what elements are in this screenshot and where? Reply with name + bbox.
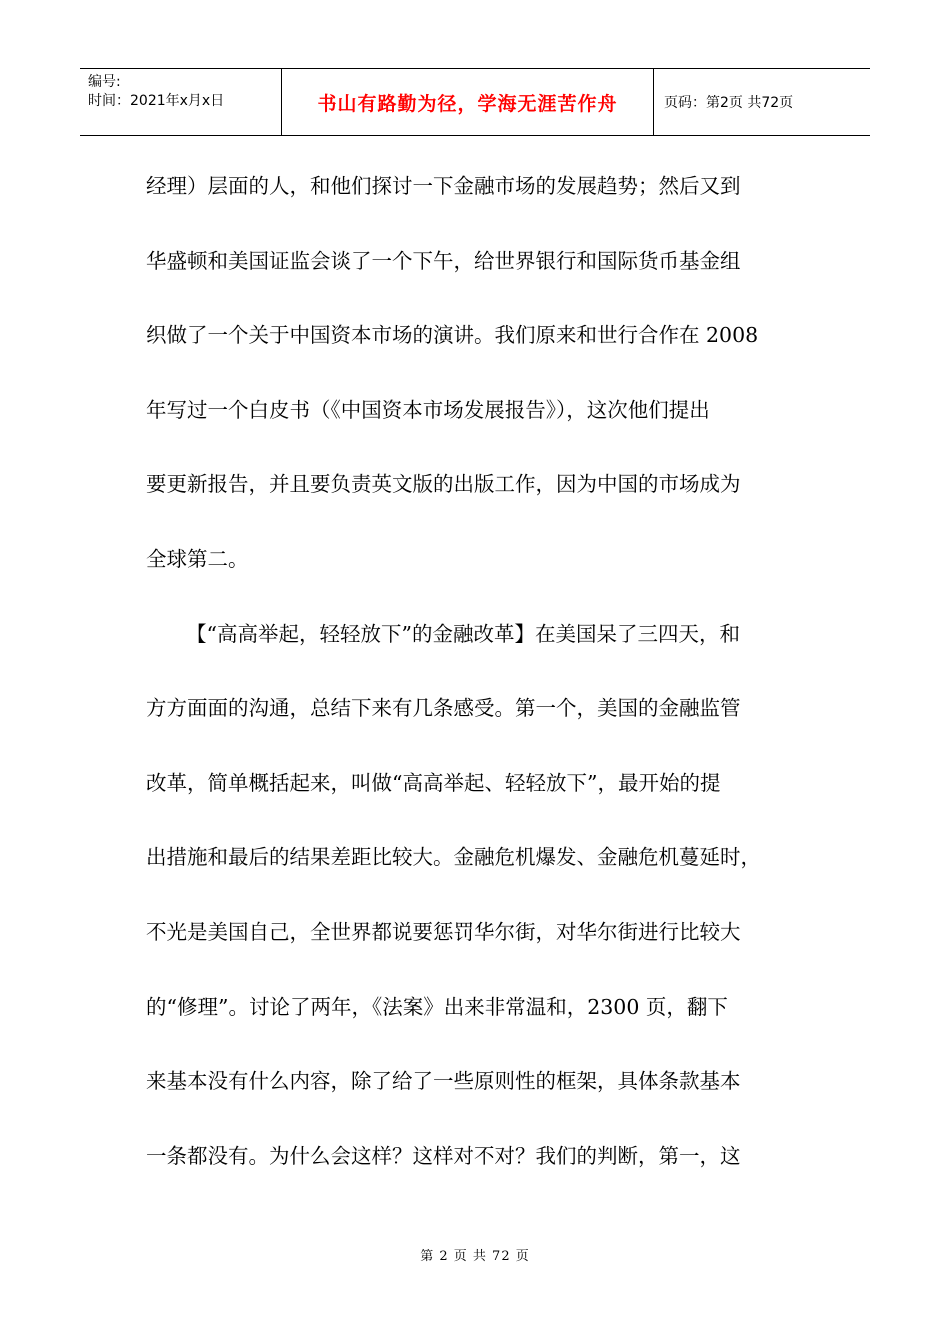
document-date-label: 时间：2021年x月x日 bbox=[88, 93, 225, 109]
document-body bbox=[146, 162, 816, 1206]
body-line: 年写过一个白皮书（《中国资本市场发展报告》），这次他们提出 bbox=[146, 397, 710, 422]
body-line: 的“修理”。讨论了两年，《法案》出来非常温和，2300 页，翻下 bbox=[146, 994, 728, 1019]
body-line: 不光是美国自己，全世界都说要惩罚华尔街，对华尔街进行比较大 bbox=[146, 919, 741, 944]
document-number-label: 编号: bbox=[88, 74, 121, 90]
header-page-info: 页码：第2页 共72页 bbox=[664, 95, 794, 111]
header-meta-cell bbox=[80, 69, 282, 135]
body-line: 要更新报告，并且要负责英文版的出版工作，因为中国的市场成为 bbox=[146, 472, 741, 497]
page-footer bbox=[0, 1245, 950, 1264]
body-line: 经理）层面的人，和他们探讨一下金融市场的发展趋势；然后又到 bbox=[146, 174, 741, 198]
header-motto-cell bbox=[282, 69, 654, 135]
footer-page-number: 第 2 页 共 72 页 bbox=[420, 1249, 530, 1264]
body-line: 来基本没有什么内容，除了给了一些原则性的框架，具体条款基本 bbox=[146, 1069, 741, 1094]
body-line: 方方面面的沟通，总结下来有几条感受。第一个，美国的金融监管 bbox=[146, 696, 741, 721]
body-line: 改革，简单概括起来，叫做“高高举起、轻轻放下”，最开始的提 bbox=[146, 770, 721, 795]
body-line: 全球第二。 bbox=[146, 546, 249, 571]
body-line: 织做了一个关于中国资本市场的演讲。我们原来和世行合作在 2008 bbox=[146, 323, 759, 348]
body-line-paragraph-start: 【“高高举起，轻轻放下”的金融改革】在美国呆了三四天，和 bbox=[186, 621, 740, 646]
body-line: 出措施和最后的结果差距比较大。金融危机爆发、金融危机蔓延时， bbox=[146, 845, 761, 870]
header-page-cell bbox=[654, 69, 870, 135]
body-line: 华盛顿和美国证监会谈了一个下午，给世界银行和国际货币基金组 bbox=[146, 248, 741, 273]
body-line: 一条都没有。为什么会这样？这样对不对？我们的判断，第一，这 bbox=[146, 1143, 741, 1168]
page-header bbox=[80, 68, 870, 136]
header-motto: 书山有路勤为径，学海无涯苦作舟 bbox=[317, 92, 618, 115]
